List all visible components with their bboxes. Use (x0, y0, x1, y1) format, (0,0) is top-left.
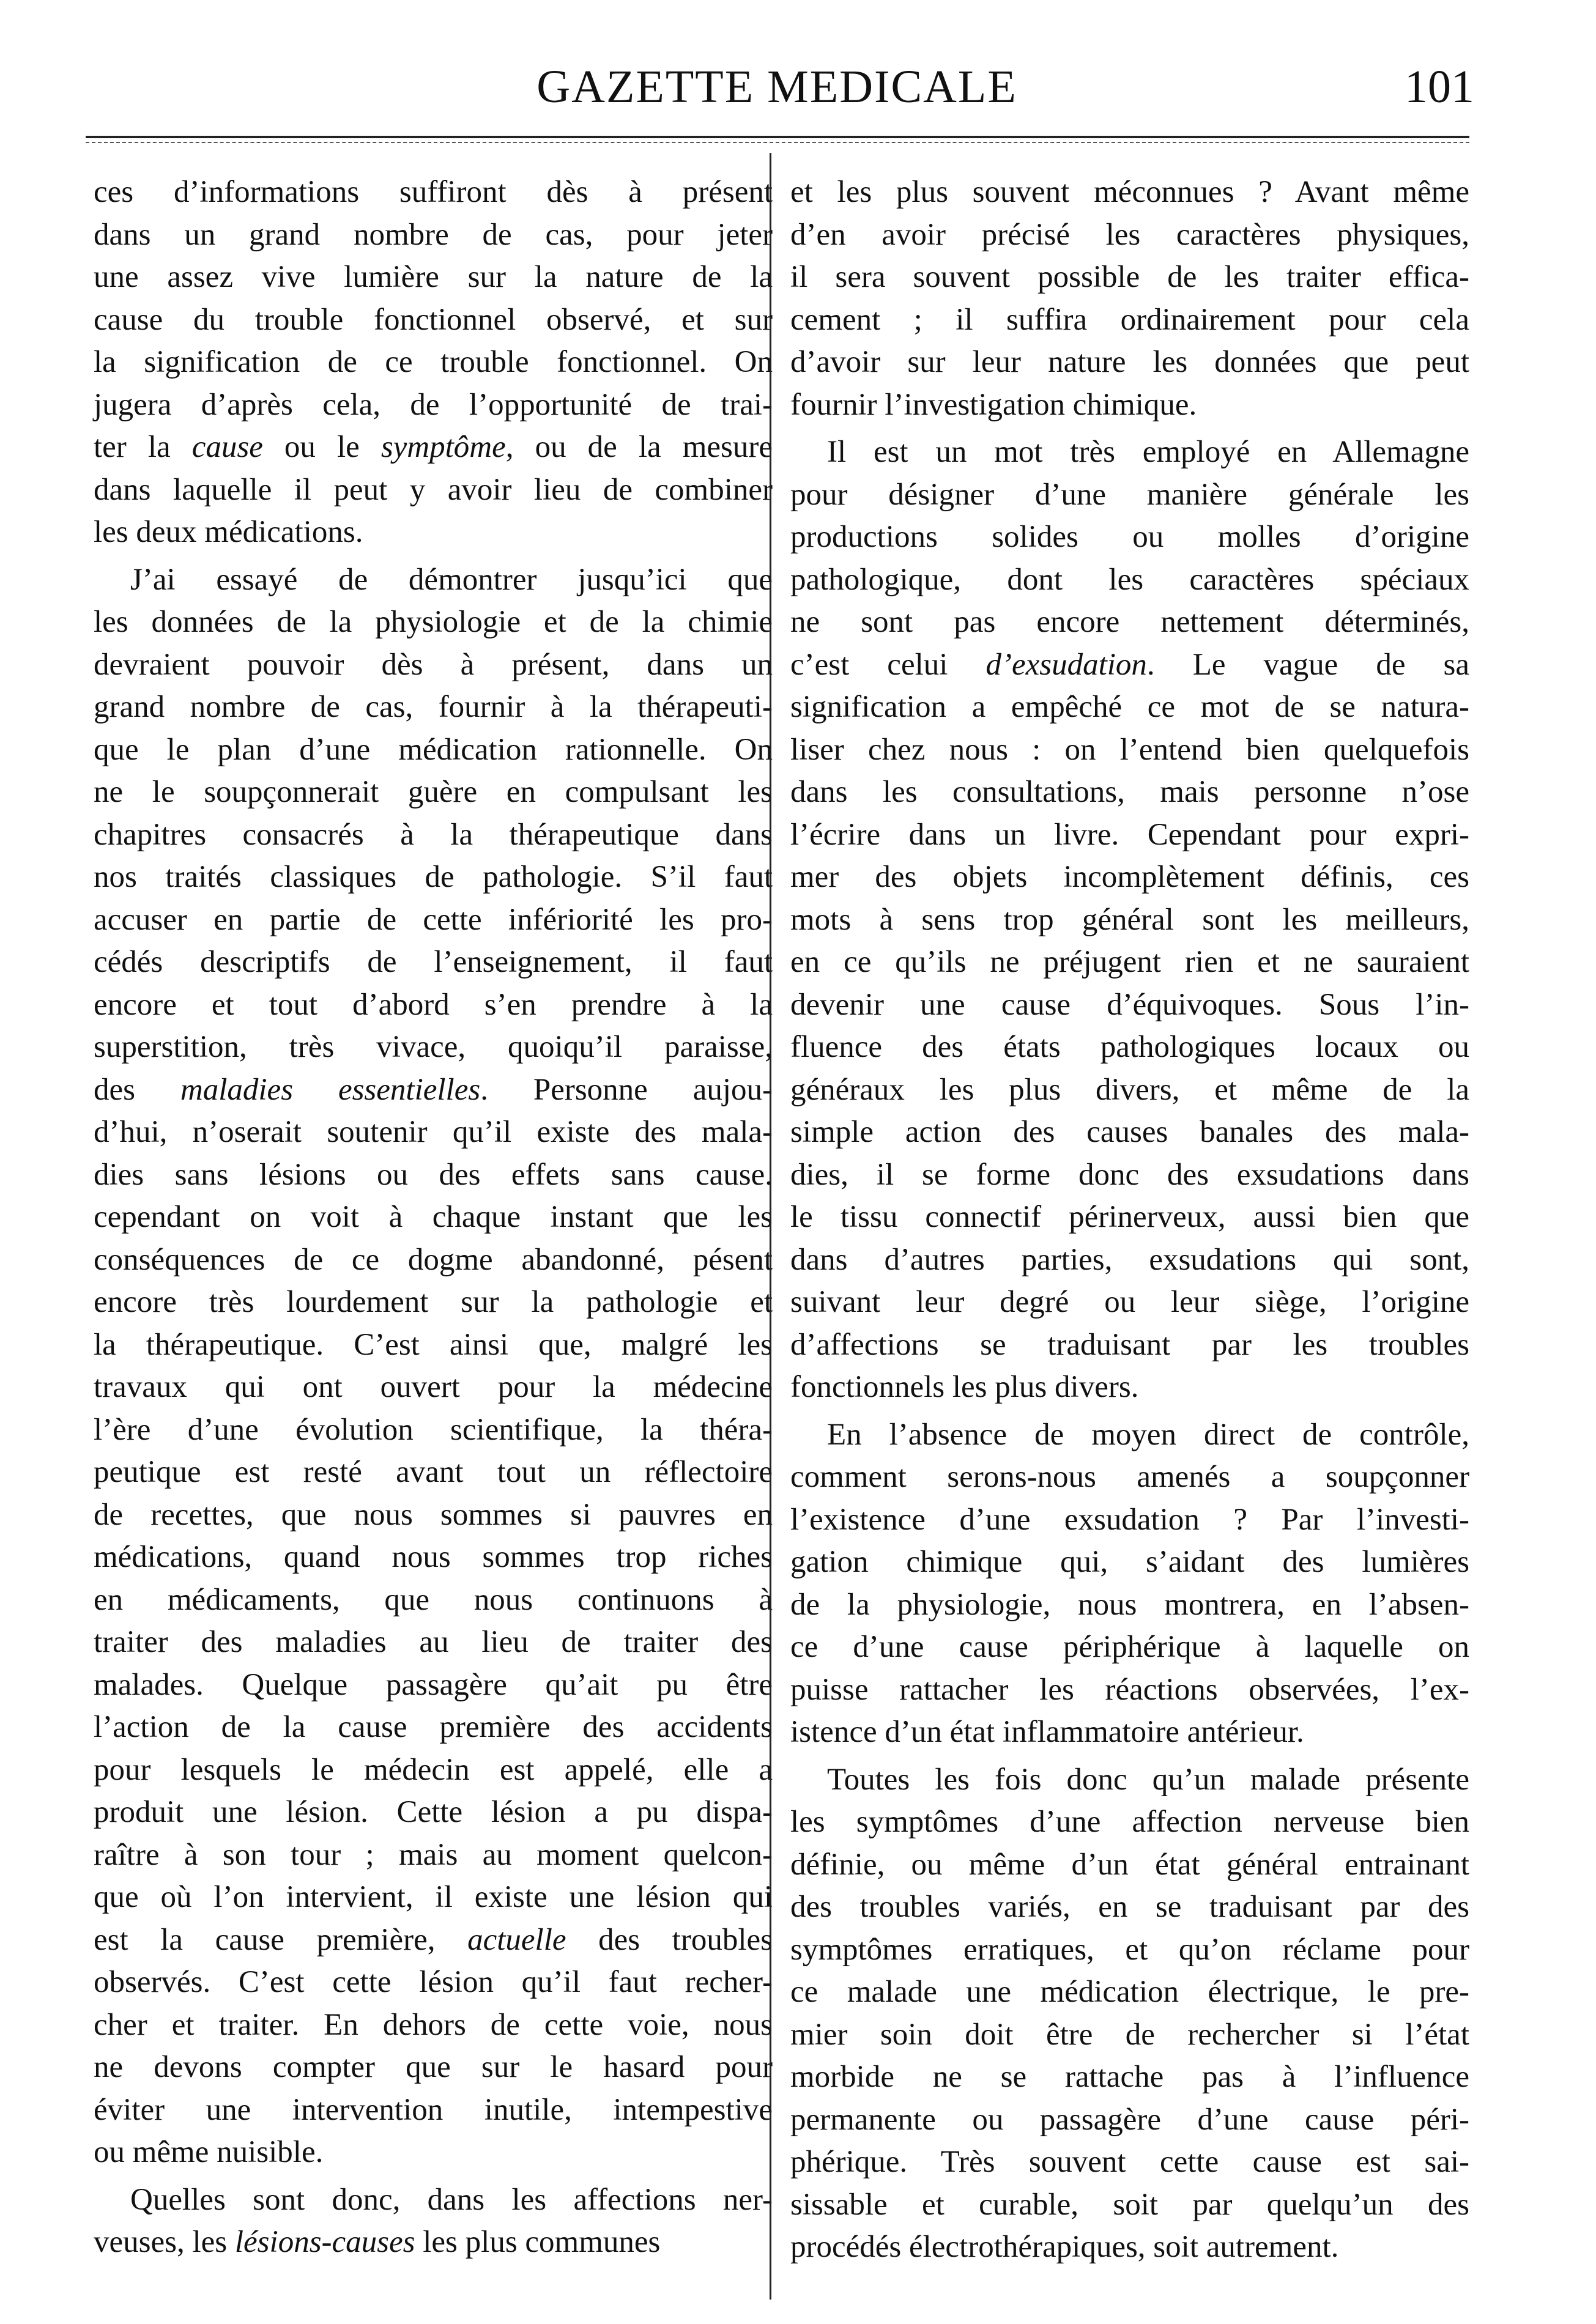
text-line: il sera souvent possible de les traiter effica- (790, 260, 1469, 294)
text-line: ne sont pas encore nettement déterminés, (790, 605, 1469, 639)
text-line: simple action des causes banales des mala- (790, 1115, 1469, 1149)
paragraph (790, 1759, 1469, 2269)
text-line: superstition, très vivace, quoiqu’il paraisse, (94, 1030, 773, 1064)
text-line: permanente ou passagère d’une cause péri- (790, 2102, 1469, 2137)
text-line: comment serons-nous amenés a soupçonner (790, 1460, 1469, 1494)
text-line: grand nombre de cas, fournir à la thérapeuti- (94, 690, 773, 724)
journal-title: GAZETTE MEDICALE (536, 61, 1017, 113)
text-line: les symptômes d’une affection nerveuse bien (790, 1805, 1469, 1839)
text-line: dies sans lésions ou des effets sans cause. (94, 1157, 773, 1192)
text-line: ce malade une médication électrique, le pre- (790, 1975, 1469, 2009)
text-line: et les plus souvent méconnues ? Avant même (790, 175, 1469, 209)
text-line: cédés descriptifs de l’enseignement, il faut (94, 945, 773, 979)
text-line: de la physiologie, nous montrera, en l’absen- (790, 1587, 1469, 1622)
text-line: procédés électrothérapiques, soit autrement. (790, 2230, 1339, 2264)
text-line: ces d’informations suffiront dès à présent (94, 175, 773, 209)
text-line: fonctionnels les plus divers. (790, 1370, 1139, 1404)
text-line: Quelles sont donc, dans les affections ner- (130, 2182, 773, 2217)
text-line: que le plan d’une médication rationnelle. On (94, 732, 773, 767)
text-line: peutique est resté avant tout un réflectoire (94, 1455, 773, 1489)
text-line: cher et traiter. En dehors de cette voie, nous (94, 2007, 773, 2042)
text-line: en médicaments, que nous continuons à (94, 1582, 773, 1617)
text-line: veuses, les lésions-causes les plus communes (94, 2225, 661, 2259)
text-line: travaux qui ont ouvert pour la médecine (94, 1370, 773, 1404)
text-line: que où l’on intervient, il existe une lésion qui (94, 1880, 773, 1914)
text-line: ce d’une cause périphérique à laquelle on (790, 1630, 1469, 1664)
text-line: malades. Quelque passagère qu’ait pu être (94, 1667, 773, 1702)
text-line: mer des objets incomplètement définis, ces (790, 860, 1469, 894)
text-line: d’affections se traduisant par les troubles (790, 1327, 1469, 1362)
text-line: ne devons compter que sur le hasard pour (94, 2050, 773, 2084)
text-line: c’est celui d’exsudation. Le vague de sa (790, 647, 1469, 682)
text-line: mier soin doit être de rechercher si l’état (790, 2017, 1469, 2052)
text-line: médications, quand nous sommes trop riches (94, 1540, 773, 1574)
text-line: dans un grand nombre de cas, pour jeter (94, 217, 773, 252)
text-line: des troubles variés, en se traduisant par des (790, 1890, 1469, 1924)
text-line: en ce qu’ils ne préjugent rien et ne sauraient (790, 945, 1469, 979)
text-line: les données de la physiologie et de la chimie (94, 605, 773, 639)
text-line: la signification de ce trouble fonctionnel. On (94, 345, 773, 379)
text-line: d’en avoir précisé les caractères physiques, (790, 217, 1469, 252)
text-line: accuser en partie de cette infériorité les pro- (94, 902, 773, 937)
header-rule-secondary (86, 142, 1469, 143)
text-line: encore très lourdement sur la pathologie et (94, 1285, 773, 1319)
text-line: devraient pouvoir dès à présent, dans un (94, 647, 773, 682)
text-line: pour désigner d’une manière générale les (790, 477, 1469, 512)
text-line: dies, il se forme donc des exsudations dans (790, 1157, 1469, 1192)
text-line: conséquences de ce dogme abandonné, pésent (94, 1242, 773, 1277)
paragraph (94, 559, 773, 2174)
text-line: éviter une intervention inutile, intempestive (94, 2092, 773, 2127)
text-line: cependant on voit à chaque instant que les (94, 1200, 773, 1234)
right-column (790, 171, 1469, 2274)
text-line: gation chimique qui, s’aidant des lumières (790, 1545, 1469, 1579)
text-line: suivant leur degré ou leur siège, l’origine (790, 1285, 1469, 1319)
text-line: d’hui, n’oserait soutenir qu’il existe des mala- (94, 1115, 773, 1149)
paragraph (94, 2179, 773, 2264)
text-line: J’ai essayé de démontrer jusqu’ici que (130, 562, 773, 597)
text-line: mots à sens trop général sont les meilleurs, (790, 902, 1469, 937)
text-line: sissable et curable, soit par quelqu’un des (790, 2187, 1469, 2222)
text-line: morbide ne se rattache pas à l’influence (790, 2060, 1469, 2094)
paragraph-gap (790, 2269, 1469, 2274)
paragraph-gap (790, 1409, 1469, 1414)
text-line: ne le soupçonnerait guère en compulsant les (94, 775, 773, 809)
column-divider (770, 153, 771, 2300)
text-line: signification a empêché ce mot de se natura- (790, 690, 1469, 724)
paragraph-gap (790, 426, 1469, 431)
text-line: fluence des états pathologiques locaux ou (790, 1030, 1469, 1064)
paragraph (790, 171, 1469, 426)
text-line: cement ; il suffira ordinairement pour cela (790, 302, 1469, 337)
text-line: l’existence d’une exsudation ? Par l’investi- (790, 1502, 1469, 1537)
paragraph (94, 171, 773, 554)
text-line: dans d’autres parties, exsudations qui sont, (790, 1242, 1469, 1277)
paragraph (790, 1414, 1469, 1754)
text-line: généraux les plus divers, et même de la (790, 1072, 1469, 1107)
text-line: encore et tout d’abord s’en prendre à la (94, 987, 773, 1022)
text-line: produit une lésion. Cette lésion a pu dispa- (94, 1795, 773, 1829)
text-line: le tissu connectif périnerveux, aussi bien que (790, 1200, 1469, 1234)
text-line: ter la cause ou le symptôme, ou de la mesure (94, 430, 773, 464)
paragraph-gap (94, 554, 773, 559)
text-line: des maladies essentielles. Personne aujou- (94, 1072, 773, 1107)
text-line: fournir l’investigation chimique. (790, 387, 1197, 422)
paragraph-gap (94, 2264, 773, 2269)
text-line: nos traités classiques de pathologie. S’il faut (94, 860, 773, 894)
text-line: dans laquelle il peut y avoir lieu de combiner (94, 472, 773, 507)
paragraph (790, 431, 1469, 1409)
text-line: Toutes les fois donc qu’un malade présente (827, 1762, 1469, 1797)
text-line: d’avoir sur leur nature les données que peut (790, 345, 1469, 379)
text-line: devenir une cause d’équivoques. Sous l’in- (790, 987, 1469, 1022)
text-line: traiter des maladies au lieu de traiter des (94, 1625, 773, 1659)
text-line: pour lesquels le médecin est appelé, elle a (94, 1752, 773, 1787)
text-line: observés. C’est cette lésion qu’il faut recher- (94, 1965, 773, 1999)
text-line: symptômes erratiques, et qu’on réclame pour (790, 1932, 1469, 1967)
text-line: l’ère d’une évolution scientifique, la théra- (94, 1412, 773, 1447)
text-line: raître à son tour ; mais au moment quelcon- (94, 1837, 773, 1872)
text-line: phérique. Très souvent cette cause est sai- (790, 2145, 1469, 2179)
text-line: liser chez nous : on l’entend bien quelquefois (790, 732, 1469, 767)
text-line: l’écrire dans un livre. Cependant pour expri- (790, 817, 1469, 852)
text-line: chapitres consacrés à la thérapeutique dans (94, 817, 773, 852)
text-line: Il est un mot très employé en Allemagne (827, 435, 1469, 469)
text-line: pathologique, dont les caractères spéciaux (790, 562, 1469, 597)
text-line: une assez vive lumière sur la nature de la (94, 260, 773, 294)
text-line: En l’absence de moyen direct de contrôle, (827, 1417, 1469, 1452)
text-line: jugera d’après cela, de l’opportunité de trai- (94, 387, 773, 422)
text-line: productions solides ou molles d’origine (790, 520, 1469, 554)
text-line: la thérapeutique. C’est ainsi que, malgré les (94, 1327, 773, 1362)
text-line: cause du trouble fonctionnel observé, et sur (94, 302, 773, 337)
page-number: 101 (1405, 61, 1474, 113)
text-line: ou même nuisible. (94, 2135, 324, 2169)
text-line: puisse rattacher les réactions observées, l’ex- (790, 1672, 1469, 1707)
text-line: istence d’un état inflammatoire antérieur. (790, 1715, 1304, 1749)
text-line: l’action de la cause première des accidents (94, 1710, 773, 1744)
text-line: dans les consultations, mais personne n’ose (790, 775, 1469, 809)
text-line: de recettes, que nous sommes si pauvres en (94, 1497, 773, 1532)
page-header (80, 56, 1474, 124)
text-line: est la cause première, actuelle des troubles (94, 1922, 773, 1957)
text-line: définie, ou même d’un état général entrainant (790, 1847, 1469, 1882)
header-rule (86, 136, 1469, 138)
paragraph-gap (790, 1754, 1469, 1759)
left-column (94, 171, 773, 2269)
paragraph-gap (94, 2174, 773, 2179)
text-line: les deux médications. (94, 515, 363, 549)
